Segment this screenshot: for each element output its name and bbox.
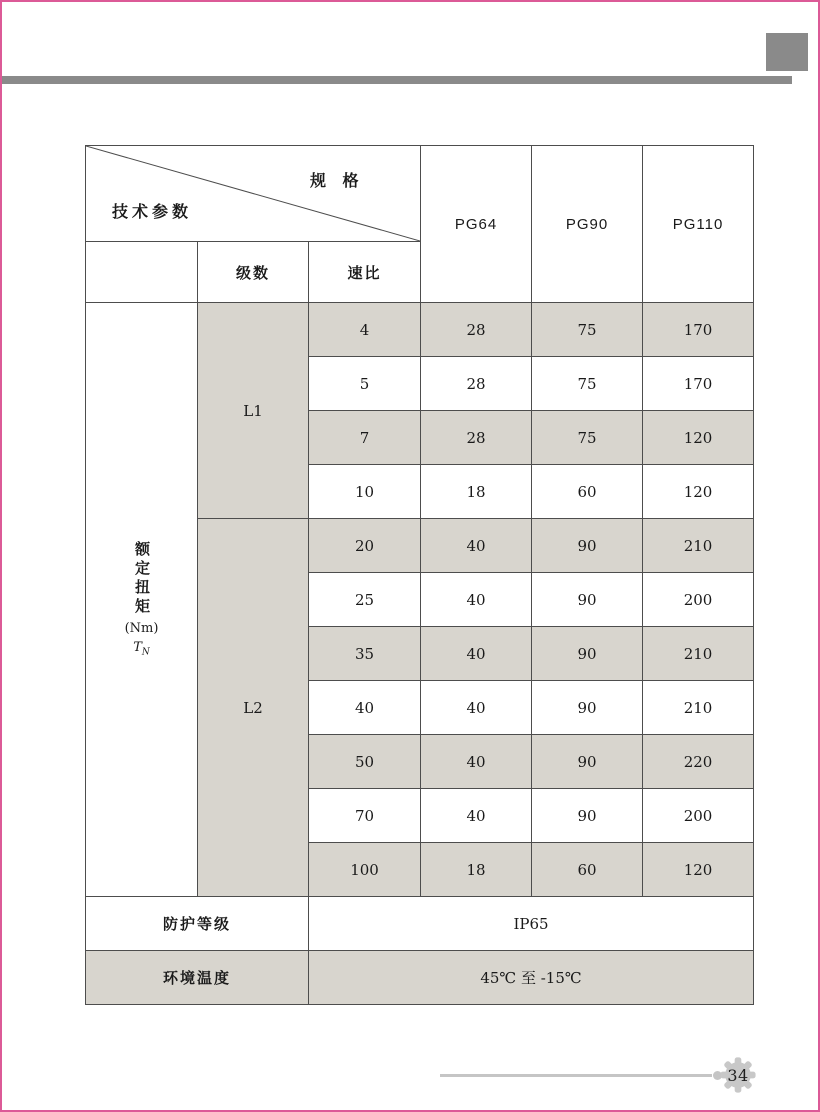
page-number: 34 [727, 1065, 749, 1085]
pg110-cell: 200 [643, 573, 754, 627]
pg90-cell: 60 [532, 465, 643, 519]
column-header-pg90: PG90 [532, 146, 643, 303]
pg90-cell: 60 [532, 843, 643, 897]
pg64-cell: 18 [421, 843, 532, 897]
pg110-cell: 170 [643, 303, 754, 357]
pg110-cell: 210 [643, 519, 754, 573]
column-header-ratio: 速比 [309, 242, 421, 303]
pg90-cell: 90 [532, 681, 643, 735]
pg64-cell: 28 [421, 357, 532, 411]
torque-unit: (Nm) [124, 621, 159, 637]
pg110-cell: 120 [643, 465, 754, 519]
stage-group-l2: L2 [198, 519, 309, 897]
pg110-cell: 210 [643, 627, 754, 681]
torque-row-header [86, 303, 198, 897]
ratio-cell: 10 [309, 465, 421, 519]
stage-group-l1: L1 [198, 303, 309, 519]
header-corner-block [766, 33, 808, 71]
ambient-temp-value: 45℃ 至 -15℃ [309, 951, 754, 1005]
pg64-cell: 28 [421, 303, 532, 357]
ambient-temp-label: 环境温度 [86, 951, 309, 1005]
pg110-cell: 210 [643, 681, 754, 735]
ratio-cell: 40 [309, 681, 421, 735]
corner-label-spec: 规 格 [310, 173, 365, 190]
ratio-cell: 35 [309, 627, 421, 681]
torque-label: 额定扭矩 [133, 541, 150, 618]
pg110-cell: 120 [643, 843, 754, 897]
pg110-cell: 220 [643, 735, 754, 789]
pg90-cell: 90 [532, 735, 643, 789]
pg64-cell: 28 [421, 411, 532, 465]
ratio-cell: 70 [309, 789, 421, 843]
pg90-cell: 75 [532, 357, 643, 411]
ratio-cell: 5 [309, 357, 421, 411]
ratio-cell: 7 [309, 411, 421, 465]
column-header-stages: 级数 [198, 242, 309, 303]
protection-class-label: 防护等级 [86, 897, 309, 951]
pg90-cell: 90 [532, 519, 643, 573]
diagonal-divider [86, 146, 420, 241]
header-rule-bar [2, 76, 792, 84]
page-number-badge [719, 1056, 757, 1094]
pg64-cell: 18 [421, 465, 532, 519]
pg90-cell: 75 [532, 411, 643, 465]
pg90-cell: 90 [532, 573, 643, 627]
pg64-cell: 40 [421, 789, 532, 843]
corner-label-params: 技术参数 [112, 204, 193, 221]
ratio-cell: 100 [309, 843, 421, 897]
pg64-cell: 40 [421, 735, 532, 789]
pg90-cell: 90 [532, 789, 643, 843]
footer-rule-line [440, 1074, 712, 1077]
pg110-cell: 120 [643, 411, 754, 465]
protection-class-value: IP65 [309, 897, 754, 951]
corner-header-cell [86, 146, 421, 242]
pg90-cell: 90 [532, 627, 643, 681]
pg64-cell: 40 [421, 519, 532, 573]
footer-decoration [440, 1057, 760, 1093]
pg110-cell: 200 [643, 789, 754, 843]
empty-header-cell [86, 242, 198, 303]
pg90-cell: 75 [532, 303, 643, 357]
spec-table [85, 145, 754, 1005]
column-header-pg110: PG110 [643, 146, 754, 303]
column-header-pg64: PG64 [421, 146, 532, 303]
ratio-cell: 25 [309, 573, 421, 627]
torque-symbol: $T_N$ [133, 640, 150, 658]
ratio-cell: 50 [309, 735, 421, 789]
pg64-cell: 40 [421, 681, 532, 735]
ratio-cell: 4 [309, 303, 421, 357]
pg64-cell: 40 [421, 573, 532, 627]
pg64-cell: 40 [421, 627, 532, 681]
pg110-cell: 170 [643, 357, 754, 411]
ratio-cell: 20 [309, 519, 421, 573]
